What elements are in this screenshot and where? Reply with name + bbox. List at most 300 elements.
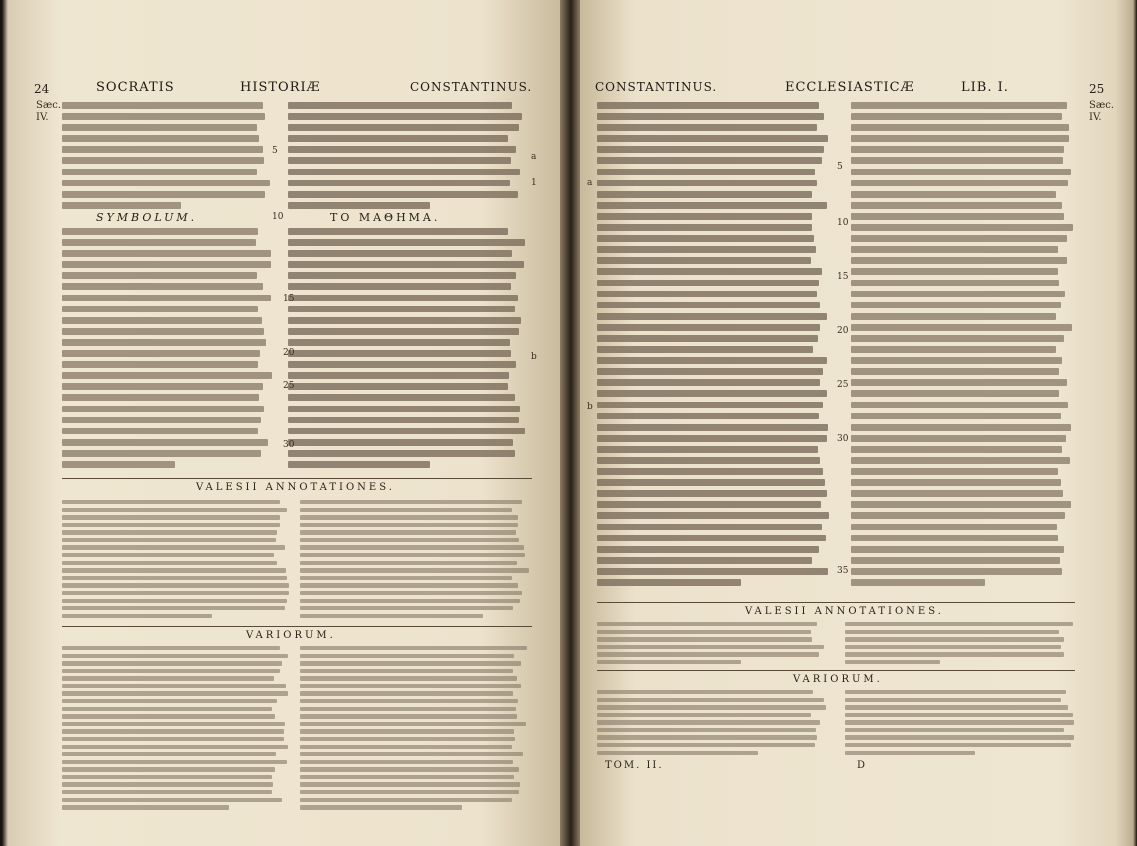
text-line	[62, 722, 285, 726]
line-number: 30	[283, 440, 295, 450]
text-line	[62, 684, 286, 688]
text-line	[288, 146, 516, 153]
right-notes-heading: VALESII ANNOTATIONES.	[745, 606, 944, 617]
text-line	[288, 169, 520, 176]
text-line	[597, 698, 824, 702]
text-line	[62, 561, 277, 565]
text-line	[597, 257, 811, 264]
text-line	[597, 124, 817, 131]
text-line	[62, 406, 264, 413]
text-line	[851, 157, 1063, 164]
text-line	[597, 180, 817, 187]
text-line	[851, 557, 1060, 564]
text-line	[288, 428, 525, 435]
text-line	[62, 583, 289, 587]
text-line	[597, 157, 822, 164]
text-line	[597, 512, 829, 519]
latin-column-right	[851, 102, 1073, 590]
text-line	[62, 306, 258, 313]
text-line	[62, 530, 277, 534]
text-line	[851, 257, 1067, 264]
text-line	[62, 272, 257, 279]
text-line	[62, 295, 271, 302]
text-line	[845, 743, 1071, 747]
text-line	[845, 705, 1068, 709]
text-line	[851, 146, 1064, 153]
text-line	[62, 191, 265, 198]
text-line	[851, 135, 1069, 142]
text-line	[62, 699, 277, 703]
text-line	[288, 417, 519, 424]
text-line	[597, 622, 817, 626]
text-line	[62, 169, 257, 176]
text-line	[300, 591, 522, 595]
text-line	[597, 501, 821, 508]
text-line	[288, 272, 516, 279]
text-line	[597, 302, 820, 309]
text-line	[597, 169, 815, 176]
notes-rule	[597, 602, 1075, 603]
text-line	[851, 468, 1058, 475]
text-line	[851, 424, 1071, 431]
text-line	[597, 490, 827, 497]
text-line	[851, 324, 1072, 331]
text-line	[62, 669, 280, 673]
text-line	[597, 690, 813, 694]
text-line	[597, 660, 741, 664]
text-line	[851, 235, 1067, 242]
text-line	[288, 306, 515, 313]
text-line	[845, 728, 1064, 732]
text-line	[300, 729, 514, 733]
text-line	[288, 372, 509, 379]
text-line	[300, 538, 519, 542]
text-line	[62, 202, 181, 209]
variorum-rule	[62, 626, 532, 627]
line-number: 5	[837, 162, 843, 172]
text-line	[62, 538, 276, 542]
text-line	[845, 652, 1064, 656]
text-line	[597, 652, 819, 656]
text-line	[300, 790, 519, 794]
text-line	[62, 707, 272, 711]
text-line	[288, 250, 512, 257]
text-line	[597, 246, 816, 253]
text-line	[845, 720, 1074, 724]
line-number: 25	[283, 381, 295, 391]
text-line	[851, 546, 1064, 553]
text-line	[597, 368, 823, 375]
text-line	[851, 535, 1058, 542]
text-line	[62, 500, 280, 504]
line-number: 20	[837, 326, 849, 336]
line-number: 30	[837, 434, 849, 444]
text-line	[288, 191, 518, 198]
text-line	[62, 250, 271, 257]
text-line	[597, 146, 824, 153]
text-line	[62, 614, 212, 618]
text-line	[62, 146, 263, 153]
text-line	[300, 760, 513, 764]
text-line	[597, 268, 822, 275]
text-line	[845, 751, 975, 755]
notes-column-2	[845, 622, 1075, 667]
text-line	[62, 113, 265, 120]
variorum-column-2	[300, 646, 530, 813]
greek-column-top	[288, 102, 526, 213]
text-line	[300, 606, 513, 610]
text-line	[62, 752, 276, 756]
text-line	[288, 113, 522, 120]
text-line	[62, 157, 264, 164]
right-running-head-2: ECCLESIASTICÆ	[785, 80, 915, 95]
text-line	[300, 676, 517, 680]
variorum-rule	[597, 670, 1075, 671]
text-line	[597, 735, 817, 739]
text-line	[597, 743, 815, 747]
text-line	[845, 637, 1064, 641]
text-line	[845, 660, 940, 664]
text-line	[300, 661, 521, 665]
text-line	[845, 645, 1061, 649]
text-line	[62, 239, 256, 246]
text-line	[597, 645, 824, 649]
text-line	[288, 394, 515, 401]
text-line	[300, 707, 516, 711]
text-line	[597, 235, 814, 242]
text-line	[62, 790, 272, 794]
line-number: 15	[837, 272, 849, 282]
variorum-column-1	[62, 646, 290, 813]
notes-column-2	[300, 500, 530, 621]
text-line	[597, 346, 813, 353]
text-line	[62, 180, 270, 187]
text-line	[62, 450, 261, 457]
text-line	[851, 335, 1064, 342]
left-page	[0, 0, 565, 846]
text-line	[851, 390, 1059, 397]
text-line	[288, 124, 519, 131]
note-marker: 1	[531, 178, 537, 188]
text-line	[62, 767, 275, 771]
text-line	[62, 599, 287, 603]
text-line	[845, 630, 1059, 634]
variorum-column-2	[845, 690, 1075, 758]
right-folio: 25	[1089, 82, 1105, 96]
right-variorum-heading: VARIORUM.	[793, 674, 883, 685]
text-line	[300, 568, 529, 572]
text-line	[851, 313, 1056, 320]
note-marker: a	[587, 178, 593, 188]
text-line	[288, 350, 511, 357]
text-line	[597, 113, 824, 120]
line-number: 15	[283, 294, 295, 304]
text-line	[62, 654, 288, 658]
text-line	[300, 599, 520, 603]
text-line	[300, 798, 512, 802]
text-line	[597, 705, 826, 709]
text-line	[597, 720, 820, 724]
text-line	[851, 568, 1062, 575]
text-line	[597, 713, 811, 717]
text-line	[851, 368, 1059, 375]
text-line	[300, 583, 518, 587]
text-line	[62, 729, 284, 733]
text-line	[300, 515, 518, 519]
text-line	[62, 350, 260, 357]
text-line	[300, 714, 517, 718]
text-line	[62, 372, 272, 379]
note-marker: b	[587, 402, 593, 412]
text-line	[851, 435, 1066, 442]
line-number: 5	[272, 146, 278, 156]
text-line	[300, 646, 527, 650]
text-line	[300, 745, 512, 749]
text-line	[300, 500, 522, 504]
text-line	[288, 157, 511, 164]
text-line	[288, 361, 516, 368]
text-line	[851, 302, 1061, 309]
signature-mark: D	[857, 760, 866, 771]
text-line	[851, 291, 1065, 298]
text-line	[62, 261, 271, 268]
text-line	[62, 691, 288, 695]
text-line	[288, 102, 512, 109]
text-line	[851, 224, 1073, 231]
latin-column-top	[62, 102, 272, 213]
text-line	[288, 228, 508, 235]
text-line	[597, 728, 816, 732]
text-line	[62, 328, 264, 335]
greek-creed-text	[288, 228, 526, 472]
text-line	[597, 413, 819, 420]
text-line	[288, 295, 518, 302]
text-line	[597, 535, 826, 542]
text-line	[62, 361, 258, 368]
text-line	[300, 782, 520, 786]
text-line	[851, 124, 1069, 131]
left-notes-heading: VALESII ANNOTATIONES.	[196, 482, 395, 493]
text-line	[300, 669, 513, 673]
text-line	[597, 637, 812, 641]
text-line	[300, 523, 518, 527]
text-line	[597, 546, 819, 553]
text-line	[62, 545, 285, 549]
text-line	[62, 553, 274, 557]
text-line	[851, 346, 1056, 353]
note-marker: a	[531, 152, 537, 162]
text-line	[597, 446, 818, 453]
text-line	[851, 268, 1058, 275]
text-line	[851, 490, 1063, 497]
book-spine	[560, 0, 580, 846]
text-line	[62, 523, 280, 527]
text-line	[597, 213, 812, 220]
symbolum-label: SYMBOLUM.	[96, 211, 198, 224]
text-line	[62, 439, 268, 446]
notes-rule	[62, 478, 532, 479]
text-line	[62, 508, 287, 512]
text-line	[62, 102, 263, 109]
line-number: 10	[837, 218, 849, 228]
text-line	[300, 752, 523, 756]
right-page	[575, 0, 1137, 846]
text-line	[62, 646, 280, 650]
text-line	[62, 317, 262, 324]
text-line	[851, 402, 1068, 409]
text-line	[597, 457, 820, 464]
text-line	[597, 379, 820, 386]
text-line	[300, 691, 513, 695]
text-line	[288, 202, 430, 209]
text-line	[62, 135, 259, 142]
text-line	[62, 124, 257, 131]
text-line	[62, 228, 258, 235]
text-line	[845, 713, 1073, 717]
text-line	[597, 579, 741, 586]
text-line	[288, 450, 515, 457]
right-margin-note: Sæc. IV.	[1089, 100, 1115, 123]
text-line	[851, 169, 1071, 176]
left-folio: 24	[34, 82, 50, 96]
text-line	[300, 805, 462, 809]
text-line	[845, 622, 1073, 626]
text-line	[288, 135, 508, 142]
text-line	[62, 798, 282, 802]
text-line	[288, 461, 430, 468]
text-line	[851, 512, 1065, 519]
right-running-head-1: CONSTANTINUS.	[595, 80, 718, 94]
text-line	[851, 413, 1061, 420]
text-line	[288, 180, 510, 187]
variorum-column-1	[597, 690, 829, 758]
text-line	[851, 357, 1062, 364]
text-line	[288, 261, 524, 268]
text-line	[62, 782, 273, 786]
text-line	[597, 630, 811, 634]
line-number: 10	[272, 212, 284, 222]
text-line	[851, 524, 1057, 531]
line-number: 20	[283, 348, 295, 358]
greek-column-right	[597, 102, 829, 590]
text-line	[851, 280, 1059, 287]
text-line	[62, 714, 275, 718]
greek-heading: ΤΟ ΜΑΘΗΜΑ.	[330, 211, 441, 224]
text-line	[62, 428, 258, 435]
text-line	[300, 545, 524, 549]
text-line	[300, 508, 512, 512]
text-line	[597, 557, 812, 564]
text-line	[62, 394, 259, 401]
text-line	[62, 515, 280, 519]
text-line	[851, 102, 1067, 109]
text-line	[288, 283, 511, 290]
text-line	[597, 468, 823, 475]
left-running-head-3: CONSTANTINUS.	[410, 80, 533, 94]
text-line	[597, 324, 820, 331]
text-line	[300, 530, 516, 534]
text-line	[300, 775, 514, 779]
text-line	[851, 202, 1062, 209]
text-line	[845, 735, 1074, 739]
text-line	[597, 435, 827, 442]
text-line	[300, 722, 526, 726]
note-marker: b	[531, 352, 537, 362]
text-line	[62, 760, 287, 764]
right-running-head-3: LIB. I.	[961, 80, 1009, 95]
text-line	[597, 280, 819, 287]
text-line	[300, 614, 483, 618]
text-line	[597, 135, 828, 142]
text-line	[597, 568, 828, 575]
text-line	[288, 339, 510, 346]
text-line	[851, 446, 1062, 453]
text-line	[597, 357, 827, 364]
text-line	[597, 524, 822, 531]
text-line	[597, 102, 819, 109]
signature-label: TOM. II.	[605, 760, 664, 771]
text-line	[62, 676, 274, 680]
text-line	[851, 379, 1067, 386]
text-line	[62, 805, 229, 809]
text-line	[288, 383, 508, 390]
text-line	[62, 417, 261, 424]
text-line	[597, 390, 827, 397]
text-line	[300, 576, 512, 580]
text-line	[845, 698, 1061, 702]
text-line	[845, 690, 1066, 694]
latin-creed-text	[62, 228, 272, 472]
text-line	[597, 291, 817, 298]
text-line	[597, 224, 812, 231]
text-line	[851, 246, 1058, 253]
text-line	[62, 576, 287, 580]
text-line	[597, 751, 758, 755]
left-running-head-2: HISTORIÆ	[240, 80, 321, 95]
text-line	[62, 775, 272, 779]
text-line	[851, 191, 1056, 198]
text-line	[288, 317, 521, 324]
text-line	[597, 313, 827, 320]
text-line	[851, 501, 1071, 508]
text-line	[300, 561, 517, 565]
text-line	[288, 239, 525, 246]
text-line	[62, 591, 289, 595]
text-line	[300, 684, 521, 688]
text-line	[62, 606, 285, 610]
text-line	[62, 568, 286, 572]
text-line	[300, 767, 519, 771]
text-line	[288, 406, 520, 413]
text-line	[62, 461, 175, 468]
line-number: 35	[837, 566, 849, 576]
text-line	[300, 553, 525, 557]
text-line	[851, 479, 1061, 486]
text-line	[288, 328, 519, 335]
notes-column-1	[597, 622, 829, 667]
text-line	[851, 579, 985, 586]
text-line	[62, 661, 282, 665]
left-running-head-1: SOCRATIS	[96, 80, 175, 95]
text-line	[597, 335, 818, 342]
text-line	[597, 191, 812, 198]
line-number: 25	[837, 380, 849, 390]
text-line	[62, 745, 288, 749]
text-line	[62, 737, 284, 741]
text-line	[851, 113, 1062, 120]
text-line	[851, 180, 1068, 187]
text-line	[851, 457, 1070, 464]
